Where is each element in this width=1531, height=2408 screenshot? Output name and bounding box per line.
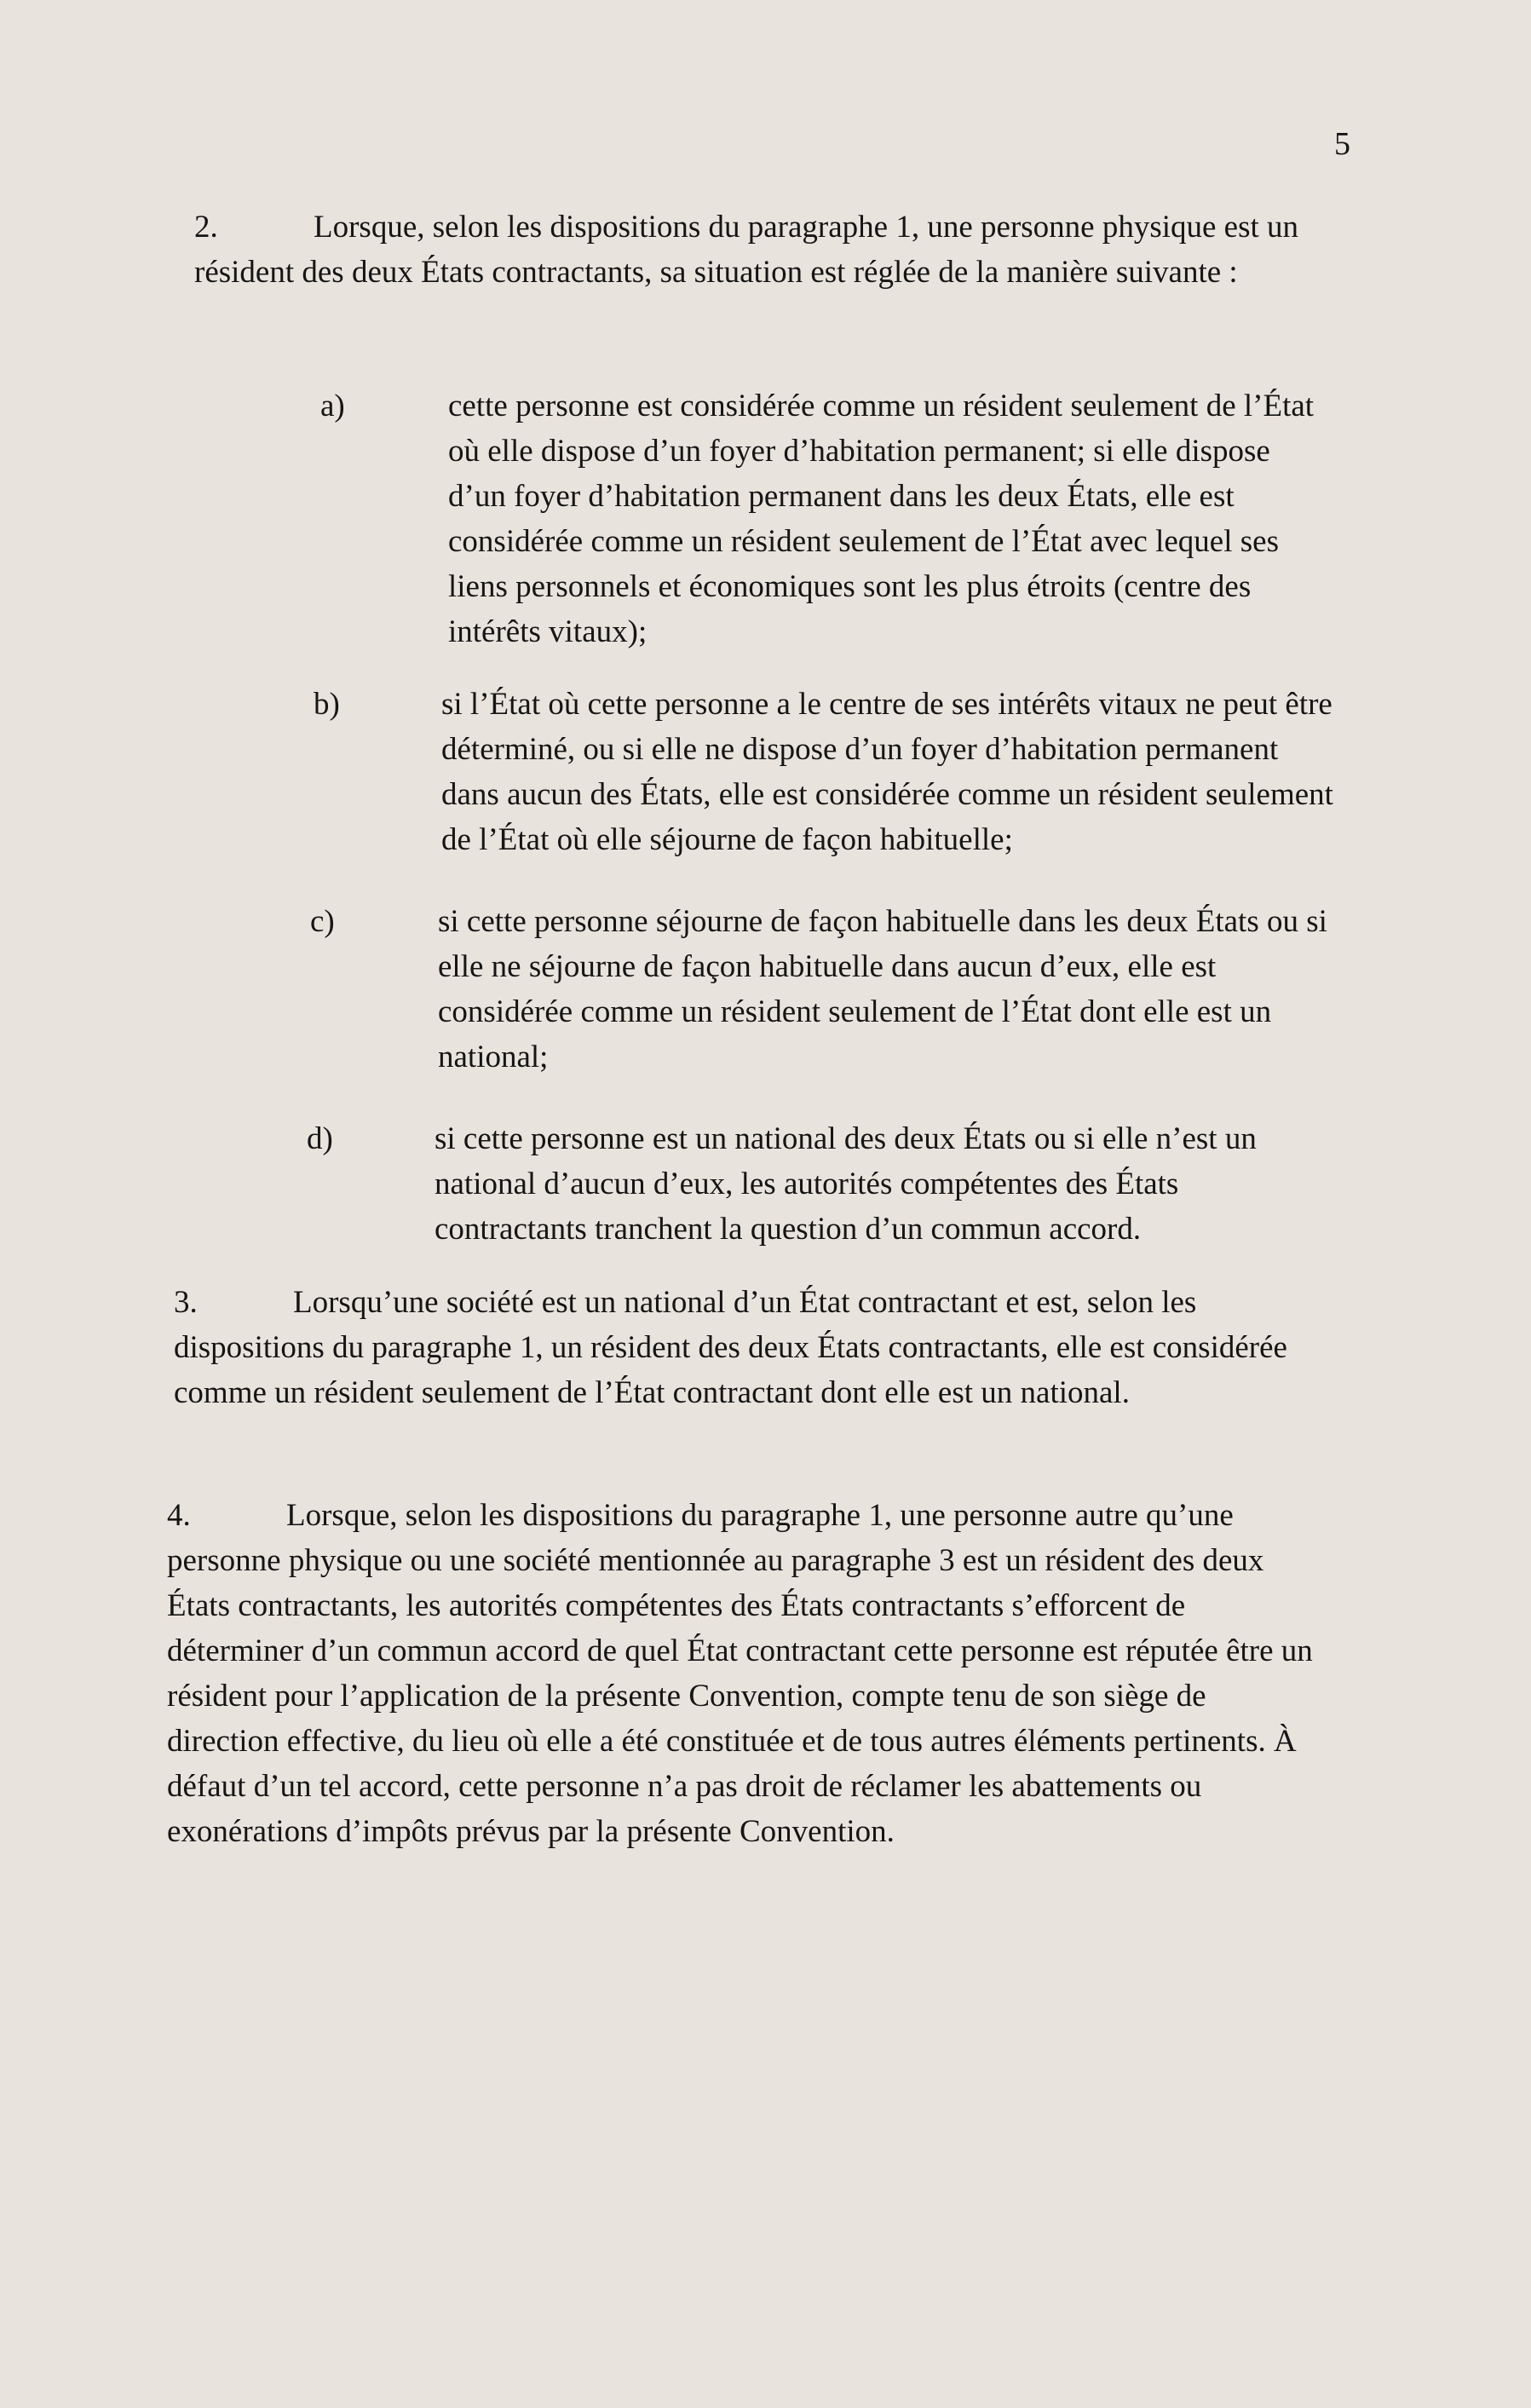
paragraph-4 xyxy=(167,1493,1317,1854)
paragraph-3 xyxy=(174,1280,1307,1415)
paragraph-text: Lorsqu’une société est un national d’un État contractant et est, selon les dispositions du paragraphe 1, un résident des deux États contractants, elle est considérée comme un résident seulement de l’État contractant dont elle est un national. xyxy=(174,1285,1287,1410)
paragraph-text: Lorsque, selon les dispositions du paragraphe 1, une personne autre qu’une personne physique ou une société mentionnée au paragraphe 3 est un résident des deux États contractants, les autorités compétentes des États contractants s’efforcent de déterminer d’un commun accord de quel État contractant cette personne est réputée être un résident pour l’application de la présente Convention, compte tenu de son siège de direction effective, du lieu où elle a été constituée et de tous autres éléments pertinents. À défaut d’un tel accord, cette personne n’a pas droit de réclamer les abattements ou exonérations d’impôts prévus par la présente Convention. xyxy=(167,1498,1313,1849)
list-item-a xyxy=(320,383,1326,654)
paragraph-number: 2. xyxy=(194,210,218,245)
item-label: a) xyxy=(320,389,345,423)
paragraph-number: 3. xyxy=(174,1285,198,1320)
list-item-b xyxy=(314,682,1336,862)
item-label: d) xyxy=(307,1121,333,1156)
paragraph-text: Lorsque, selon les dispositions du paragraphe 1, une personne physique est un résident des deux États contractants, sa situation est réglée de la manière suivante : xyxy=(194,210,1299,290)
item-label: b) xyxy=(314,687,340,722)
page-number: 5 xyxy=(1334,126,1350,162)
item-text: si cette personne est un national des deux États ou si elle n’est un national d’aucun d’eux, les autorités compétentes des États contractants tranchent la question d’un commun accord. xyxy=(435,1121,1257,1247)
item-label: c) xyxy=(310,904,335,939)
list-item-c xyxy=(310,899,1332,1080)
paragraph-2 xyxy=(194,205,1310,295)
item-text: si cette personne séjourne de façon habituelle dans les deux États ou si elle ne séjourne de façon habituelle dans aucun d’eux, elle est considérée comme un résident seulement de l’État dont elle est un national; xyxy=(438,904,1327,1074)
item-text: cette personne est considérée comme un résident seulement de l’État où elle dispose d’un foyer d’habitation permanent; si elle dispose d’un foyer d’habitation permanent dans les deux États, elle est considérée comme un résident seulement de l’État avec lequel ses liens personnels et économiques sont les plus étroits (centre des intérêts vitaux); xyxy=(448,389,1315,649)
paragraph-number: 4. xyxy=(167,1498,191,1533)
item-text: si l’État où cette personne a le centre de ses intérêts vitaux ne peut être déterminé, ou si elle ne dispose d’un foyer d’habitation permanent dans aucun des États, elle est considérée comme un résident seulement de l’État où elle séjourne de façon habituelle; xyxy=(441,687,1333,857)
list-item-d xyxy=(307,1116,1338,1252)
